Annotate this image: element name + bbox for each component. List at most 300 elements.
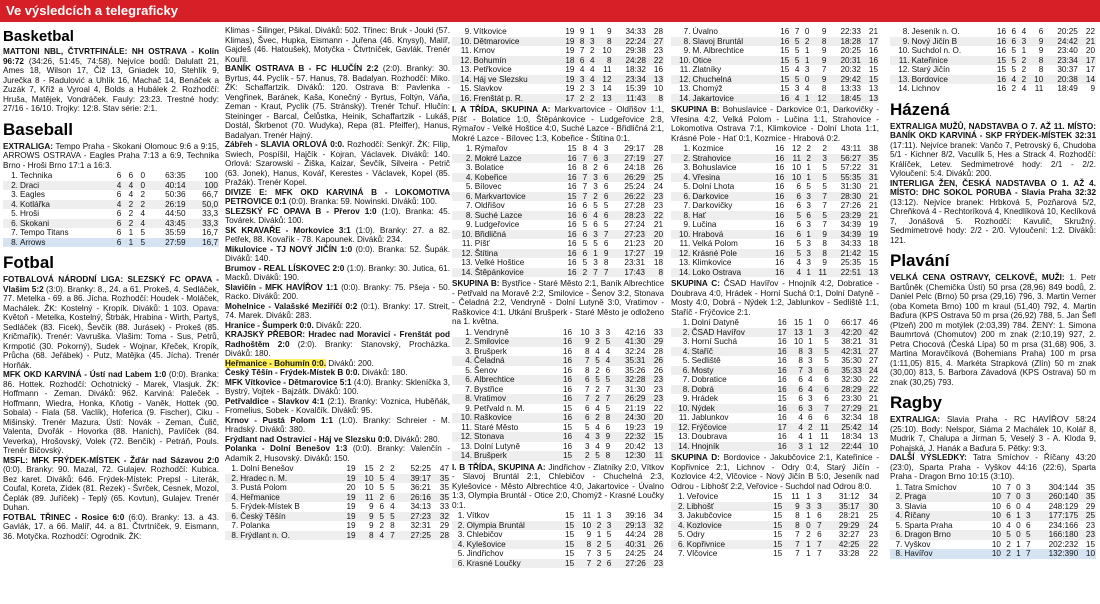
table-row	[452, 347, 664, 357]
stat-cell: 2	[592, 521, 602, 531]
stat-cell: 42:25	[823, 540, 861, 550]
table-row	[452, 375, 664, 385]
stat-cell: 4	[804, 385, 814, 395]
stat-cell: 4	[375, 531, 386, 541]
stat-cell: 3	[1022, 492, 1032, 502]
stat-cell: 27	[646, 154, 664, 164]
stat-cell: 3	[806, 220, 811, 229]
stat-cell: 10	[991, 520, 1001, 530]
stat-cell: 3	[1022, 511, 1032, 521]
article-result	[225, 283, 450, 302]
stat-cell: 16	[996, 46, 1007, 55]
stat-cell: 6	[603, 239, 609, 248]
stat-cell: 2	[1017, 75, 1027, 85]
stat-cell: 15.	[460, 84, 472, 93]
stat-cell: 6	[788, 404, 804, 414]
stat-cell: 16,7	[187, 238, 219, 248]
stat-cell: 32:31	[410, 521, 431, 530]
stat-cell: 4	[128, 190, 134, 199]
stat-cell: 5	[601, 337, 611, 347]
stat-cell: 23:34	[1044, 56, 1079, 66]
table-row	[671, 94, 879, 104]
stat-cell: 6	[116, 228, 122, 237]
stat-cell: 56:27	[828, 154, 862, 164]
stat-cell: 35:33	[830, 366, 863, 376]
team-name-cell: Krasné Loučky	[466, 559, 559, 569]
team-name-cell: Raškovice	[473, 413, 556, 423]
table-row	[225, 483, 450, 493]
stat-cell: 9.	[683, 46, 691, 55]
stat-cell: 16	[556, 432, 573, 442]
table-row	[890, 56, 1096, 66]
stat-cell: 5	[603, 201, 609, 210]
article-result	[225, 321, 450, 331]
standings-table-1b-skupina-a-cont	[671, 27, 879, 103]
team-name-cell: Markvartovice	[474, 192, 560, 202]
table-row	[452, 192, 664, 202]
table-row	[671, 192, 879, 202]
stat-cell: 7	[822, 220, 827, 229]
table-row	[452, 521, 664, 531]
stat-cell: 16.	[452, 94, 472, 104]
stat-cell: 8.	[452, 211, 474, 221]
result-text: (1:0). Branky: 30. Jutica, 61. Macků. Diváků: 190.	[225, 263, 450, 282]
stat-cell: 9.	[682, 394, 690, 403]
stat-cell: 10.	[452, 37, 472, 47]
table-row	[671, 328, 879, 338]
team-name-cell: Havířov	[903, 549, 985, 559]
stat-cell: 13	[862, 94, 879, 104]
stat-cell: 14.	[452, 75, 472, 85]
stat-cell: 22	[647, 56, 664, 66]
table-row	[452, 328, 664, 338]
stat-cell: 8	[596, 56, 613, 66]
stat-cell: 19	[339, 493, 357, 503]
stat-cell: 6	[116, 209, 122, 218]
stat-cell: 2	[1021, 65, 1027, 74]
column-4	[671, 26, 879, 561]
table-row	[671, 404, 879, 414]
stat-cell: 5.	[231, 502, 239, 511]
stat-cell: 13	[868, 432, 878, 441]
stat-cell: 7	[794, 27, 800, 36]
stat-cell: 13	[647, 75, 664, 85]
stat-cell: 6.	[890, 530, 903, 540]
result-heading: Český Těšín - Frýdek-Místek B 0:0.	[225, 368, 360, 377]
article-hazena-1	[890, 122, 1096, 179]
stat-cell: 1	[596, 511, 602, 520]
result-text: (0:0). Branky: 75. Pšeja - 50. Racko. Diváků: 200.	[225, 282, 450, 301]
stat-cell: 2	[592, 559, 602, 569]
stat-cell: 29:13	[612, 521, 647, 531]
stat-cell: 6	[603, 163, 609, 172]
stat-cell: 1	[1012, 511, 1022, 521]
table-row	[225, 531, 450, 541]
stat-cell: 7.	[465, 201, 473, 210]
team-name-cell: Stonava	[473, 432, 556, 442]
stat-cell: 9	[605, 441, 611, 451]
stat-cell: 9	[821, 27, 827, 36]
stat-cell: 18:34	[841, 432, 862, 441]
stat-cell: 3	[812, 502, 823, 512]
stat-cell: 6	[802, 211, 812, 221]
team-name-cell: Vřesina	[691, 173, 768, 183]
stat-cell: 4	[595, 422, 600, 432]
stat-cell: 32:28	[611, 375, 646, 385]
stat-cell: 23	[646, 375, 664, 385]
stat-cell: 29:42	[827, 75, 861, 85]
stat-cell: 13	[868, 84, 878, 93]
stat-cell: 40:14	[146, 181, 187, 191]
stat-cell: 34	[653, 511, 663, 520]
stat-cell: 14	[863, 423, 879, 433]
result-heading: EXTRALIGA:	[890, 415, 941, 424]
stat-cell: 16	[777, 356, 787, 365]
stat-cell: 5	[603, 220, 609, 229]
stat-cell: 15	[558, 540, 575, 550]
stat-cell: 23	[653, 384, 663, 394]
stat-cell: 13.	[890, 75, 911, 85]
stat-cell: 24:30	[611, 413, 646, 423]
stat-cell: 2	[806, 144, 811, 153]
team-name-cell: Vítkov	[466, 511, 490, 520]
stat-cell: 7.	[11, 228, 18, 237]
stat-cell: 9	[1027, 37, 1044, 47]
table-row	[452, 75, 664, 85]
stat-cell: 14	[1079, 75, 1096, 85]
stat-cell: 6.	[671, 192, 691, 202]
stat-cell: 6	[385, 493, 396, 503]
stat-cell: 21:42	[828, 249, 862, 259]
stat-cell: 2	[1011, 84, 1017, 93]
team-name-cell: Otice	[692, 56, 774, 66]
stat-cell: 10	[357, 474, 375, 484]
stat-cell: 15	[565, 511, 575, 520]
stat-cell: 6	[573, 375, 590, 385]
stat-cell: 21:19	[624, 403, 646, 413]
team-name-cell: Český Těšín	[239, 512, 338, 522]
stat-cell: 10.	[452, 413, 473, 423]
stat-cell: 20:25	[840, 46, 861, 55]
stat-cell: 2.	[452, 521, 466, 531]
table-row	[671, 201, 879, 211]
stat-cell: 22:51	[828, 268, 862, 278]
stat-cell: 13:33	[840, 84, 861, 93]
result-heading: Frýdlant nad Ostravicí - Háj ve Slezsku 0:0.	[225, 434, 392, 444]
stat-cell: 1.	[682, 318, 690, 327]
stat-cell: 21	[868, 182, 878, 191]
table-row	[671, 423, 879, 433]
result-heading: FOTBAL TŘINEC - Rosice 6:0	[3, 512, 125, 522]
team-name-cell: ČSAD Havířov	[691, 328, 772, 338]
stat-cell: 35:30	[841, 356, 862, 365]
table-row	[671, 413, 879, 423]
article-result	[225, 226, 450, 245]
stat-cell: 7	[599, 268, 610, 278]
stat-cell: 4	[595, 441, 600, 451]
stat-cell: 38	[868, 144, 878, 153]
result-heading: MSFL: MFK FRÝDEK-MÍSTEK - Žďár nad Sázavou 2:0	[3, 455, 219, 465]
stat-cell: 8.	[890, 549, 903, 559]
stat-cell: 7.	[677, 549, 685, 558]
stat-cell: 6	[578, 211, 589, 221]
result-text: (4:0). Branky: Skleníčka 3, Bystrý, Vojtek - Bajzátk. Diváků: 100.	[225, 377, 450, 396]
result-text: Tatra Smíchov - Říčany 43:20 (23:0), Sparta Praha - Vyškov 44:16 (22:6), Sparta Praha - Dragon Brno 10:15 (3:10).	[890, 453, 1096, 481]
stat-cell: 17:27	[609, 249, 645, 259]
stat-cell: 4.	[671, 521, 686, 531]
stat-cell: 15	[646, 432, 664, 442]
stat-cell: 6.	[3, 219, 19, 229]
table-row	[890, 502, 1096, 512]
stat-cell: 7	[812, 540, 823, 550]
stat-cell: 7	[601, 394, 611, 404]
result-text: (1:0). Branky: Schreier - M. Hradský. Diváků: 380.	[225, 415, 450, 434]
stat-cell: 7.	[682, 375, 690, 384]
stat-cell: 6	[605, 422, 611, 432]
team-name-cell: Klimkovice	[692, 258, 732, 267]
stat-cell: 16	[560, 268, 578, 278]
stat-cell: 15	[773, 549, 783, 558]
team-name-cell: Dolní Benešov	[240, 464, 294, 473]
stat-cell: 4	[794, 65, 800, 74]
section-header-title: Ve výsledcích a telegraficky	[6, 3, 178, 18]
stat-cell: 304:144	[1048, 482, 1079, 492]
stat-cell: 6	[785, 192, 802, 202]
stat-cell: 25:24	[624, 182, 645, 191]
table-row	[225, 502, 450, 512]
stat-cell: 20:25	[1057, 27, 1078, 36]
table-row	[3, 219, 219, 229]
stat-cell: 0	[1016, 482, 1021, 492]
stat-cell: 1	[589, 27, 595, 36]
table-row	[225, 474, 450, 484]
stat-cell: 39:16	[625, 511, 646, 520]
table-row	[671, 211, 879, 221]
article-continuation	[225, 26, 450, 64]
stat-cell: 260:140	[1032, 492, 1080, 502]
stat-cell: 7	[605, 384, 611, 394]
section-title-basketbal: Basketbal	[3, 28, 74, 45]
stat-cell: 1	[806, 163, 811, 172]
stat-cell: 19	[339, 512, 357, 522]
stat-cell: 27:24	[624, 220, 645, 229]
team-name-cell: Velké Hoštice	[474, 258, 525, 267]
stat-cell: 21	[1079, 37, 1096, 47]
result-heading: MFK OKD KARVINÁ - Ústí nad Labem 1:0	[3, 370, 167, 379]
table-row	[671, 337, 879, 347]
stat-cell: 15	[780, 84, 790, 93]
stat-cell: 15	[780, 65, 790, 74]
stat-cell: 16	[562, 327, 573, 337]
team-name-cell: Brušperk	[474, 346, 507, 356]
table-row	[225, 464, 450, 474]
stat-cell: 17	[771, 423, 787, 433]
table-row	[225, 512, 450, 522]
stat-cell: 9.	[465, 220, 473, 229]
stat-cell: 35	[439, 483, 449, 492]
stat-cell: 8	[601, 451, 611, 461]
stat-cell: 0	[801, 521, 812, 531]
result-text: (13:12). Nejvíce branek: Hrbková 5, Pozňarová 5/2, Chreňková 4 - Rechtoríková 4, Knedlíková 10, Keclíková 7, Jonášová 5. Rozhodčí: Kavulič, Skružný. Sedmimetrové hody: 2/2 - 2/0. Vyloučení: 1:2. Diváků: 121.	[890, 197, 1096, 245]
stat-cell: 5	[601, 375, 611, 385]
stat-cell: 15	[1085, 539, 1095, 549]
stat-cell: 1.	[11, 171, 18, 180]
stat-cell: 16	[773, 94, 790, 104]
result-text: (0:0). Branka: 52. Šupák. Diváků: 140.	[225, 244, 450, 263]
stat-cell: 11	[785, 154, 802, 164]
table-row	[671, 356, 879, 366]
table-row	[890, 84, 1096, 94]
stat-cell: 25:42	[830, 423, 863, 433]
stat-cell: 4	[385, 474, 396, 484]
result-text: (2:0). Branky: 30. Byrtus, 44. Pyclík - 57. Hanus, 78. Badalyan. Rozhodčí: Miko. ŽK: Schaffartzik. Diváků: 120. Ostrava B: Pavlenka - Vengřinek, Baránek, Kaša, Konečný - Byrtus, Foltýn, Váňa, Zeman - Kraut, Pyclík (75. Stránský). Trenér Tchuř. Hlučín: Steininger - Barcal, Čelůstka, Heinik, Schaffartzik - Lukáš, Dostál, Škrbenot (70. Wudyka), Repa (81. Pfeiffer), Hanus, Badalyan. Trenér Hajný.	[225, 64, 450, 140]
team-name-cell: Odry	[686, 530, 705, 539]
stat-cell: 3.	[683, 163, 691, 172]
stat-cell: 27:28	[624, 201, 645, 210]
stat-cell: 19	[339, 531, 357, 541]
stat-cell: 4	[804, 84, 810, 93]
stat-cell: 3	[596, 549, 602, 558]
stat-cell: 3	[806, 239, 811, 248]
stat-cell: 20:42	[624, 441, 646, 451]
stat-cell: 15	[868, 258, 878, 267]
stat-cell: 0	[1016, 501, 1021, 511]
table-row	[452, 413, 664, 423]
stat-cell: 9	[579, 27, 585, 36]
stat-cell: 12.	[671, 75, 692, 85]
stat-cell: 8	[601, 413, 611, 423]
stat-cell: 6	[603, 182, 609, 191]
stat-cell: 40:31	[612, 540, 647, 550]
stat-cell: 3.	[465, 163, 473, 172]
stat-cell: 2	[802, 154, 812, 164]
team-name-cell: Frýdek-Místek B	[240, 502, 300, 511]
stat-cell: 3	[591, 432, 601, 442]
table-row	[890, 549, 1096, 559]
stat-cell: 6	[599, 173, 610, 183]
stat-cell: 8	[1027, 56, 1044, 66]
stat-cell: 1.	[231, 464, 239, 473]
result-heading: SLEZSKÝ FC OPAVA B - Přerov 1:0	[225, 206, 377, 216]
stat-cell: 2.	[3, 181, 19, 191]
stat-cell: 26	[653, 163, 663, 172]
stat-cell: 33	[439, 502, 449, 511]
table-row	[452, 154, 664, 164]
stat-cell: 8	[798, 356, 803, 365]
table-row	[452, 404, 664, 414]
stat-cell: 21	[868, 394, 878, 403]
stat-cell: 5	[822, 182, 827, 191]
stat-cell: 5	[790, 37, 800, 47]
stat-cell: 31:30	[624, 384, 646, 394]
stat-cell: 9	[810, 56, 827, 66]
stat-cell: 13	[788, 328, 804, 338]
result-heading: Mohelnice - Valašské Meziříčí 0:2	[225, 301, 358, 311]
stat-cell: 35:17	[823, 502, 861, 512]
stat-cell: 3	[788, 442, 804, 452]
table-row	[452, 173, 664, 183]
stat-cell: 52:25	[410, 464, 431, 473]
stat-cell: 5	[375, 512, 386, 522]
result-heading: Zábřeh - SLAVIA ORLOVÁ 0:0.	[225, 140, 345, 149]
stat-cell: 11	[1034, 84, 1044, 93]
stat-cell: 7	[1002, 492, 1012, 502]
article-result	[225, 245, 450, 264]
stat-cell: 13.	[678, 432, 690, 441]
stat-cell: 1	[806, 492, 811, 501]
team-name-cell: Bordovice	[911, 75, 990, 85]
stat-cell: 23:29	[828, 211, 862, 221]
stat-cell: 7	[586, 549, 592, 558]
stat-cell: 16	[775, 239, 785, 248]
stat-cell: 10	[580, 327, 590, 337]
stat-cell: 16	[567, 220, 577, 229]
stat-cell: 3	[807, 394, 813, 403]
table-row	[452, 182, 664, 192]
team-name-cell: Brušperk	[473, 451, 556, 461]
stat-cell: 8	[584, 346, 590, 356]
team-name-cell: Jakubčovice	[686, 511, 732, 520]
team-name-cell: Albrechtice	[473, 375, 556, 385]
stat-cell: 16	[775, 220, 785, 229]
team-name-cell: Nový Jičín B	[911, 37, 990, 47]
stat-cell: 16	[560, 173, 578, 183]
team-name-cell: Bohumín	[472, 56, 558, 66]
stat-cell: 8.	[3, 238, 19, 248]
stat-cell: 4.	[225, 493, 239, 503]
team-name-cell: Slavia	[904, 501, 927, 511]
team-name-cell: Skokani	[19, 219, 111, 229]
stat-cell: 18	[868, 239, 878, 248]
stat-cell: 9	[821, 46, 827, 55]
stat-cell: 4	[1006, 520, 1011, 530]
stat-cell: 10	[602, 46, 612, 55]
article-result	[225, 444, 450, 463]
team-name-cell: Břidličná	[474, 230, 560, 240]
table-row	[452, 144, 664, 154]
stat-cell: 8	[582, 163, 588, 172]
stat-cell: 24:25	[625, 549, 646, 558]
stat-cell: 8.	[671, 385, 691, 395]
stat-cell: 5	[584, 422, 590, 432]
stat-cell: 24:42	[1044, 37, 1079, 47]
stat-cell: 6	[807, 413, 813, 422]
team-name-cell: Kotlářka	[19, 200, 111, 210]
article-result	[225, 435, 450, 445]
stat-cell: 16	[653, 65, 663, 74]
table-row	[452, 249, 664, 259]
article-result	[225, 416, 450, 435]
stat-cell: 19	[653, 422, 663, 432]
stat-cell: 1	[804, 46, 810, 55]
stat-cell: 0	[1012, 530, 1022, 540]
team-name-cell: Chomýž	[692, 84, 723, 93]
stat-cell: 16	[567, 258, 577, 267]
stat-cell: 7	[822, 201, 827, 210]
stat-cell: 2	[588, 192, 599, 202]
stat-cell: 27	[863, 347, 879, 357]
stat-cell: 16	[771, 442, 787, 452]
stat-cell: 3.	[11, 190, 18, 199]
team-name-cell: Píšť	[474, 239, 490, 248]
stat-cell: 3	[593, 182, 598, 191]
result-text: Rozhodčí: Senkýř. ŽK: Filip, Swiech, Pospíšil, Hajčík - Kojran, Václavek. Diváků: 140. Orlová: Szarowski - Žiška, Kaizar, Ševčík, Silveira - Petrič (63. Jonek), Hanus, Kovář, Kerestes - Václavek, Kopel (85. Pražák). Trenér Kopel.	[225, 140, 450, 187]
stat-cell: 6	[824, 413, 829, 422]
stat-cell: 6.	[671, 540, 686, 550]
table-row	[452, 337, 664, 347]
stat-cell: 11	[357, 493, 375, 503]
stat-cell: 42:31	[830, 347, 863, 357]
